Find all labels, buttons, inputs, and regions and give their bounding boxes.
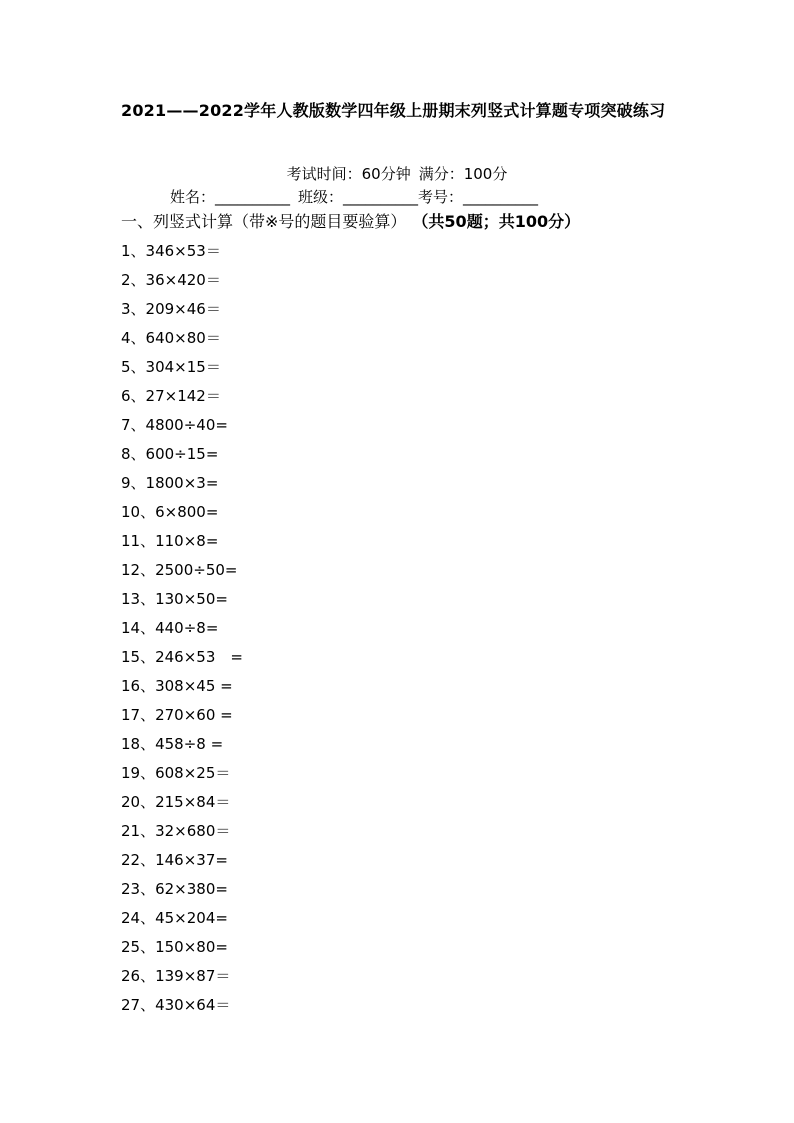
student-number-field: 考号：__________	[418, 188, 539, 206]
problem-item: 21、32×680＝	[121, 822, 231, 840]
section-title: 一、列竖式计算（带※号的题目要验算）	[121, 212, 407, 231]
problem-item: 12、2500÷50=	[121, 561, 238, 579]
problem-item: 5、304×15＝	[121, 358, 221, 376]
problem-item: 27、430×64＝	[121, 996, 231, 1014]
problem-item: 20、215×84＝	[121, 793, 231, 811]
student-info-line	[170, 186, 538, 208]
problem-item: 18、458÷8 =	[121, 735, 224, 753]
problem-item: 6、27×142＝	[121, 387, 221, 405]
document-title: 2021——2022学年人教版数学四年级上册期末列竖式计算题专项突破练习	[121, 101, 666, 120]
section-score-note: （共50题；共100分）	[420, 212, 581, 231]
problem-item: 7、4800÷40=	[121, 416, 228, 434]
problem-item: 13、130×50=	[121, 590, 228, 608]
student-name-field: 姓名：__________	[170, 188, 291, 206]
exam-full-score: 满分：100分	[418, 165, 508, 183]
problem-item: 1、346×53＝	[121, 242, 221, 260]
problem-item: 15、246×53 =	[121, 648, 243, 666]
problem-item: 24、45×204=	[121, 909, 228, 927]
exam-info-line	[0, 163, 794, 185]
problem-item: 14、440÷8=	[121, 619, 219, 637]
problem-item: 9、1800×3=	[121, 474, 219, 492]
problem-list	[121, 237, 243, 1020]
problem-item: 2、36×420＝	[121, 271, 221, 289]
problem-item: 11、110×8=	[121, 532, 219, 550]
problem-item: 19、608×25＝	[121, 764, 231, 782]
problem-item: 8、600÷15=	[121, 445, 219, 463]
problem-item: 4、640×80＝	[121, 329, 221, 347]
exam-time: 考试时间：60分钟	[286, 165, 411, 183]
problem-item: 22、146×37=	[121, 851, 228, 869]
problem-item: 25、150×80=	[121, 938, 228, 956]
student-class-field: 班级：__________	[298, 188, 419, 206]
problem-item: 16、308×45 =	[121, 677, 233, 695]
problem-item: 26、139×87＝	[121, 967, 231, 985]
problem-item: 10、6×800=	[121, 503, 219, 521]
problem-item: 17、270×60 =	[121, 706, 233, 724]
section-heading	[121, 210, 580, 234]
problem-item: 3、209×46＝	[121, 300, 221, 318]
problem-item: 23、62×380=	[121, 880, 228, 898]
